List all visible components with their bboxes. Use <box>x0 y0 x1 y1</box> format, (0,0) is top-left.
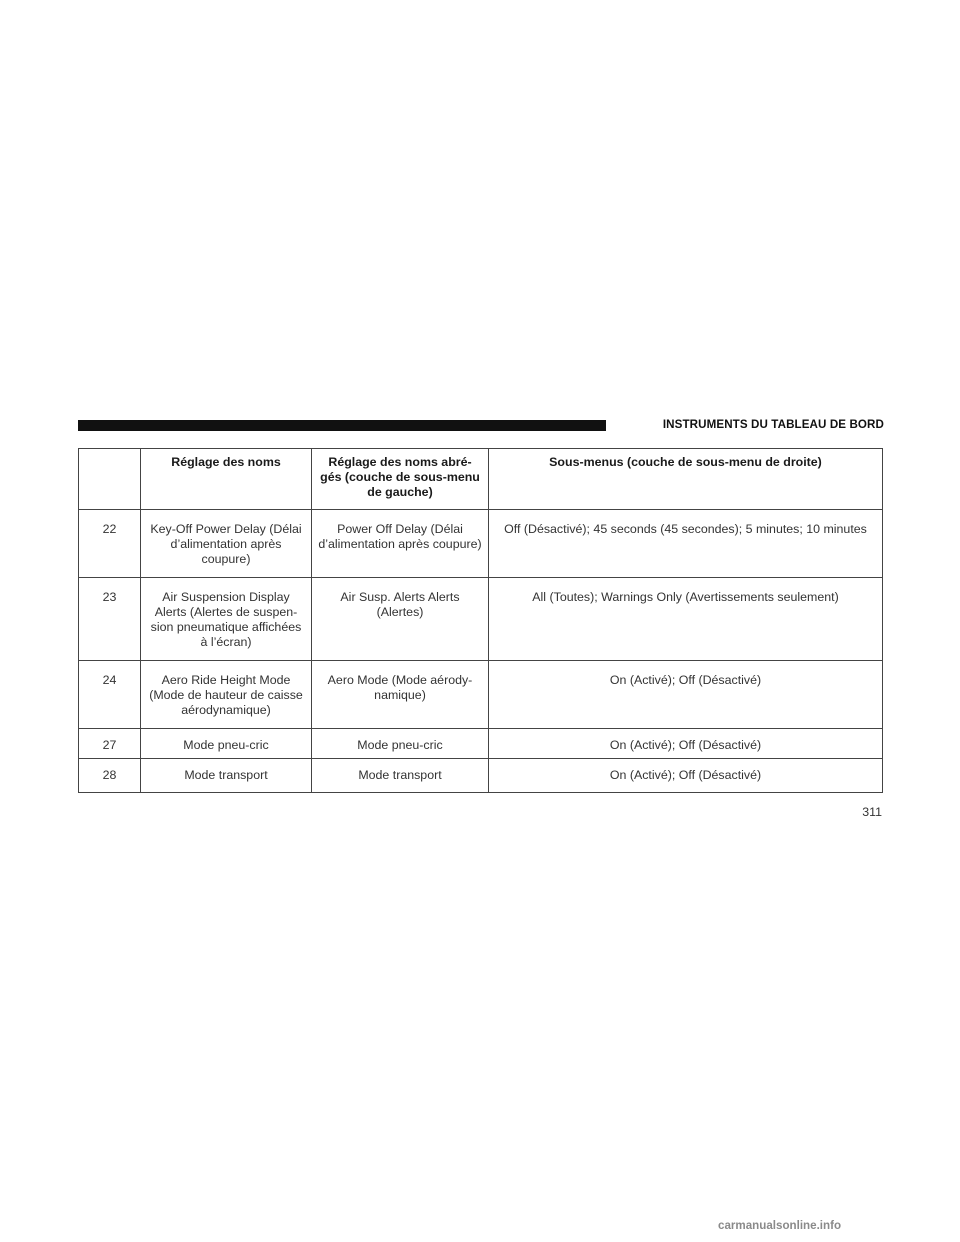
setting-submenus: On (Activé); Off (Désactivé) <box>489 729 883 759</box>
row-number: 24 <box>79 661 141 729</box>
row-number: 27 <box>79 729 141 759</box>
setting-name: Air Suspension Display Alerts (Alertes de suspen-sion pneumatique affichées à l’écran) <box>141 578 312 661</box>
setting-submenus: On (Activé); Off (Désactivé) <box>489 759 883 793</box>
setting-short-name: Aero Mode (Mode aérody-namique) <box>312 661 489 729</box>
column-header-number <box>79 449 141 510</box>
setting-name: Mode transport <box>141 759 312 793</box>
header-rule <box>78 420 606 431</box>
setting-short-name: Power Off Delay (Délai d’alimentation après coupure) <box>312 510 489 578</box>
table-header-row <box>79 449 883 510</box>
setting-name: Key-Off Power Delay (Délai d’alimentation après coupure) <box>141 510 312 578</box>
row-number: 28 <box>79 759 141 793</box>
setting-name: Mode pneu-cric <box>141 729 312 759</box>
table-row <box>79 510 883 578</box>
table-row <box>79 578 883 661</box>
column-header-submenus: Sous-menus (couche de sous-menu de droite) <box>489 449 883 510</box>
setting-short-name: Mode pneu-cric <box>312 729 489 759</box>
row-number: 22 <box>79 510 141 578</box>
setting-submenus: On (Activé); Off (Désactivé) <box>489 661 883 729</box>
row-number: 23 <box>79 578 141 661</box>
table-row <box>79 759 883 793</box>
setting-submenus: Off (Désactivé); 45 seconds (45 secondes); 5 minutes; 10 minutes <box>489 510 883 578</box>
page-number: 311 <box>862 805 882 819</box>
table-row <box>79 661 883 729</box>
settings-table <box>78 448 883 793</box>
setting-submenus: All (Toutes); Warnings Only (Avertissements seulement) <box>489 578 883 661</box>
setting-short-name: Air Susp. Alerts Alerts (Alertes) <box>312 578 489 661</box>
column-header-name: Réglage des noms <box>141 449 312 510</box>
watermark: carmanualsonline.info <box>718 1219 842 1232</box>
setting-name: Aero Ride Height Mode (Mode de hauteur de caisse aérodynamique) <box>141 661 312 729</box>
section-title: INSTRUMENTS DU TABLEAU DE BORD <box>662 418 884 431</box>
column-header-short-name: Réglage des noms abré-gés (couche de sous-menu de gauche) <box>312 449 489 510</box>
setting-short-name: Mode transport <box>312 759 489 793</box>
table-row <box>79 729 883 759</box>
